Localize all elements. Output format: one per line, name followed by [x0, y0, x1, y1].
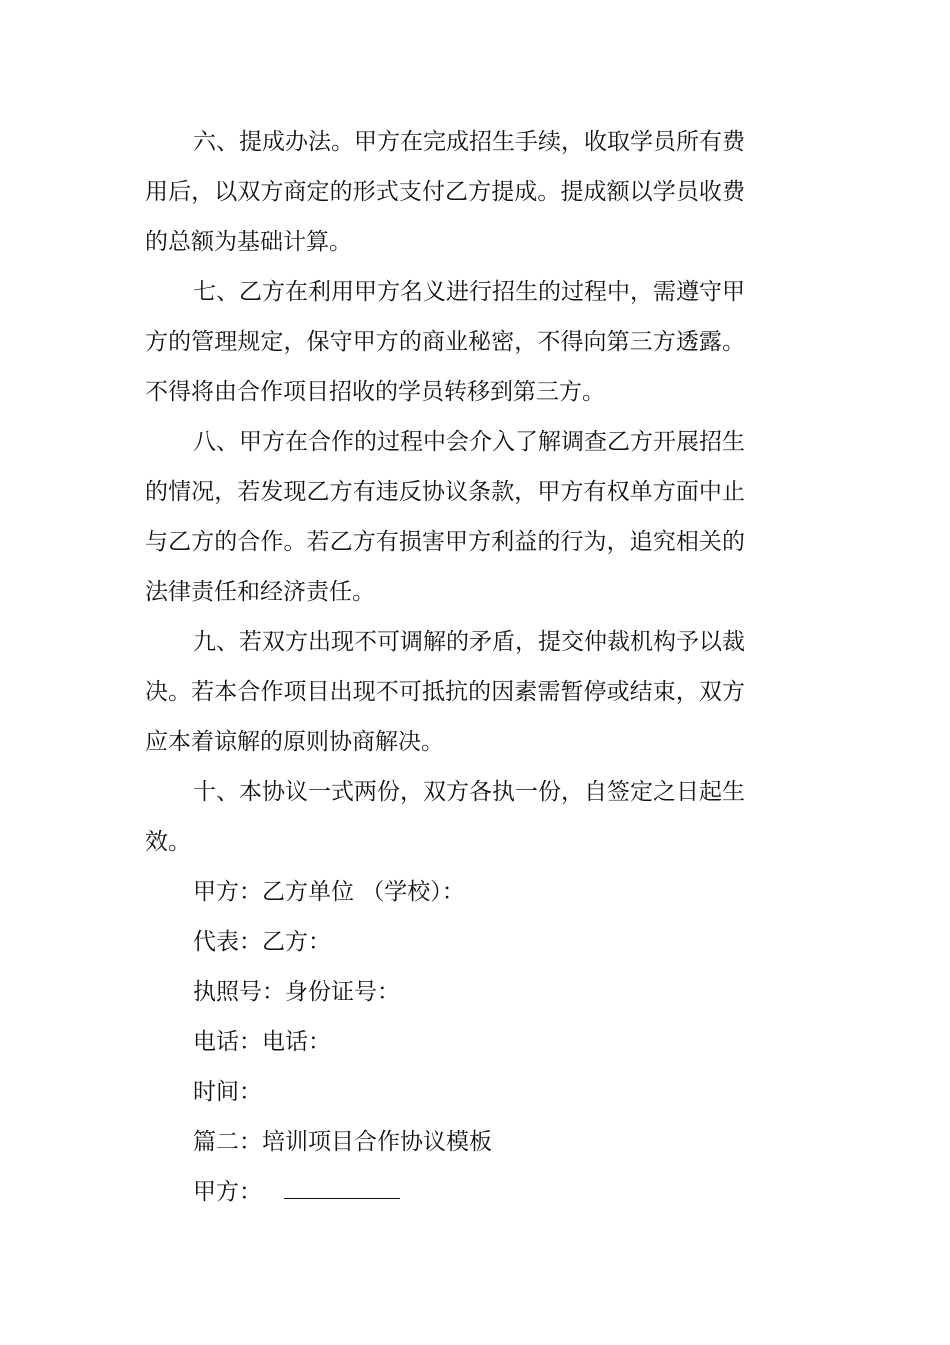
clause-9: 九、若双方出现不可调解的矛盾，提交仲裁机构予以裁决。若本合作项目出现不可抵抗的因素需暂停或结束，双方应本着谅解的原则协商解决。 — [145, 629, 745, 755]
signature-phone-line: 电话：电话： — [193, 1029, 331, 1055]
clause-7: 七、乙方在利用甲方名义进行招生的过程中，需遵守甲方的管理规定，保守甲方的商业秘密，不得向第三方透露。不得将由合作项目招收的学员转移到第三方。 — [145, 279, 745, 405]
signature-license-line: 执照号：身份证号： — [193, 979, 400, 1005]
signature-representative-line: 代表：乙方： — [193, 929, 331, 955]
document-body — [145, 117, 745, 1217]
party-a-label: 甲方： — [193, 1179, 262, 1205]
party-a-line — [145, 1167, 745, 1217]
section-title: 篇二：培训项目合作协议模板 — [193, 1129, 492, 1155]
signature-date-line: 时间： — [193, 1079, 262, 1105]
clause-6: 六、提成办法。甲方在完成招生手续，收取学员所有费用后，以双方商定的形式支付乙方提成。提成额以学员收费的总额为基础计算。 — [145, 129, 745, 255]
party-a-blank — [284, 1172, 400, 1199]
clause-8: 八、甲方在合作的过程中会介入了解调查乙方开展招生的情况，若发现乙方有违反协议条款，甲方有权单方面中止与乙方的合作。若乙方有损害甲方利益的行为，追究相关的法律责任和经济责任。 — [145, 429, 745, 605]
clause-10: 十、本协议一式两份，双方各执一份，自签定之日起生效。 — [145, 779, 745, 855]
signature-party-line: 甲方：乙方单位 （学校）： — [193, 879, 465, 905]
